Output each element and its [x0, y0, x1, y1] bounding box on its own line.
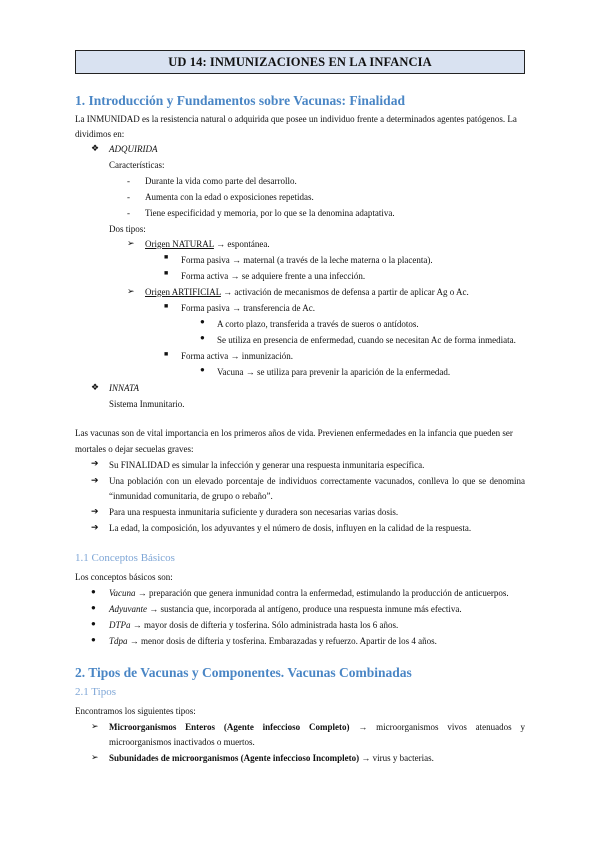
concepto-item — [109, 634, 437, 648]
natural-forma-pasiva: Forma pasiva → maternal (a través de la leche materna o la placenta). — [181, 255, 433, 265]
square-bullet-icon: ■ — [164, 302, 169, 310]
origen-natural — [145, 237, 270, 251]
vacunas-line-1: Las vacunas son de vital importancia en los primeros años de vida. Previenen enfermedades en la infancia que pueden ser — [75, 428, 513, 438]
diamond-bullet-icon: ❖ — [91, 382, 100, 392]
intro-line-1: La INMUNIDAD es la resistencia natural o adquirida que posee un individuo frente a determinados agentes patógenos. La — [75, 114, 517, 124]
origen-artificial-label: Origen ARTIFICIAL — [145, 287, 221, 297]
intro-line-2: dividimos en: — [75, 129, 125, 139]
vacunas-line-2: mortales o dejar secuelas graves: — [75, 444, 194, 454]
concepto-desc: → sustancia que, incorporada al antígeno, produce una respuesta inmune más efectiva. — [146, 604, 462, 614]
tipo-2-desc: → virus y bacterias. — [359, 753, 434, 763]
artificial-activa-detalle-1: Vacuna → se utiliza para prevenir la aparición de la enfermedad. — [217, 367, 451, 377]
origen-artificial-desc: → activación de mecanismos de defensa a partir de aplicar Ag o Ac. — [220, 287, 469, 297]
section-1-1-heading: 1.1 Conceptos Básicos — [75, 552, 175, 564]
arrowhead-bullet-icon: ➢ — [127, 286, 135, 296]
artificial-forma-activa: Forma activa → inmunización. — [181, 351, 293, 361]
arrowhead-bullet-icon: ➢ — [91, 721, 99, 731]
inmunidad-comunitaria-line-2: “inmunidad comunitaria, de grupo o rebaño”. — [109, 491, 273, 501]
concepto-desc: → preparación que genera inmunidad contra la enfermedad, estimulando la producción de anticuerpos. — [135, 588, 509, 598]
caracteristica-1: Durante la vida como parte del desarrollo. — [145, 176, 297, 186]
arrow-bullet-icon: ➔ — [91, 475, 99, 485]
dot-bullet-icon: ● — [200, 317, 205, 326]
natural-forma-activa: Forma activa → se adquiere frente a una infección. — [181, 271, 366, 281]
concepto-term: Adyuvante — [109, 604, 147, 614]
conceptos-intro: Los conceptos básicos son: — [75, 572, 173, 582]
caracteristica-3: Tiene especificidad y memoria, por lo que se la denomina adaptativa. — [145, 208, 395, 218]
arrow-bullet-icon: ➔ — [91, 458, 99, 468]
innata-label: INNATA — [109, 383, 140, 393]
section-2-1-heading: 2.1 Tipos — [75, 686, 116, 698]
diamond-bullet-icon: ❖ — [91, 143, 100, 153]
finalidad-item: Su FINALIDAD es simular la infección y generar una respuesta inmunitaria específica. — [109, 460, 425, 470]
concepto-item — [109, 602, 462, 616]
innata-desc: Sistema Inmunitario. — [109, 399, 185, 409]
caracteristicas-label: Características: — [109, 160, 165, 170]
dos-tipos-label: Dos tipos: — [109, 224, 146, 234]
arrowhead-bullet-icon: ➢ — [127, 238, 135, 248]
dot-bullet-icon: ● — [91, 587, 96, 596]
origen-natural-label: Origen NATURAL — [145, 239, 214, 249]
tipo-1-line-1 — [109, 720, 525, 734]
arrowhead-bullet-icon: ➢ — [91, 752, 99, 762]
concepto-desc: → mayor dosis de difteria y tosferina. Sólo administrada hasta los 6 años. — [130, 620, 399, 630]
origen-artificial — [145, 285, 469, 299]
artificial-pasiva-detalle-1: A corto plazo, transferida a través de sueros o antídotos. — [217, 319, 419, 329]
artificial-pasiva-detalle-2: Se utiliza en presencia de enfermedad, cuando se necesitan Ac de forma inmediata. — [217, 335, 516, 345]
dash-bullet-icon: - — [127, 176, 130, 186]
document-title — [75, 50, 525, 74]
section-2-heading: 2. Tipos de Vacunas y Componentes. Vacunas Combinadas — [75, 665, 412, 680]
dot-bullet-icon: ● — [91, 603, 96, 612]
document-title-text: UD 14: INMUNIZACIONES EN LA INFANCIA — [168, 54, 432, 69]
dot-bullet-icon: ● — [91, 635, 96, 644]
concepto-term: Vacuna — [109, 588, 136, 598]
dash-bullet-icon: - — [127, 192, 130, 202]
concepto-item — [109, 586, 509, 600]
square-bullet-icon: ■ — [164, 253, 169, 261]
tipo-2 — [109, 751, 434, 765]
origen-natural-desc: → espontánea. — [213, 239, 270, 249]
square-bullet-icon: ■ — [164, 350, 169, 358]
arrow-bullet-icon: ➔ — [91, 506, 99, 516]
section-1-heading: 1. Introducción y Fundamentos sobre Vacunas: Finalidad — [75, 93, 405, 108]
dash-bullet-icon: - — [127, 208, 130, 218]
dot-bullet-icon: ● — [200, 365, 205, 374]
dosis-item: Para una respuesta inmunitaria suficiente y duradera son necesarias varias dosis. — [109, 507, 399, 517]
dot-bullet-icon: ● — [91, 619, 96, 628]
concepto-term: Tdpa — [109, 636, 128, 646]
caracteristica-2: Aumenta con la edad o exposiciones repetidas. — [145, 192, 314, 202]
tipos-intro: Encontramos los siguientes tipos: — [75, 706, 196, 716]
concepto-item — [109, 618, 398, 632]
concepto-desc: → menor dosis de difteria y tosferina. Embarazadas y refuerzo. Apartir de los 4 años. — [127, 636, 437, 646]
concepto-term: DTPa — [109, 620, 131, 630]
calidad-item: La edad, la composición, los adyuvantes y el número de dosis, influyen en la calidad de la respuesta. — [109, 523, 472, 533]
square-bullet-icon: ■ — [164, 269, 169, 277]
tipo-1-line-2: microorganismos inactivados o muertos. — [109, 737, 255, 747]
dot-bullet-icon: ● — [200, 333, 205, 342]
inmunidad-comunitaria-line-1: Una población con un elevado porcentaje de individuos correctamente vacunados, conlleva lo que se denomina — [109, 476, 525, 486]
artificial-forma-pasiva: Forma pasiva → transferencia de Ac. — [181, 303, 315, 313]
adquirida-label: ADQUIRIDA — [109, 144, 158, 154]
tipo-1-term: Microorganismos Enteros (Agente infeccioso Completo) — [109, 722, 350, 732]
arrow-bullet-icon: ➔ — [91, 522, 99, 532]
tipo-2-term: Subunidades de microorganismos (Agente infeccioso Incompleto) — [109, 753, 360, 763]
tipo-1-desc: → microorganismos vivos atenuados y — [349, 722, 525, 732]
